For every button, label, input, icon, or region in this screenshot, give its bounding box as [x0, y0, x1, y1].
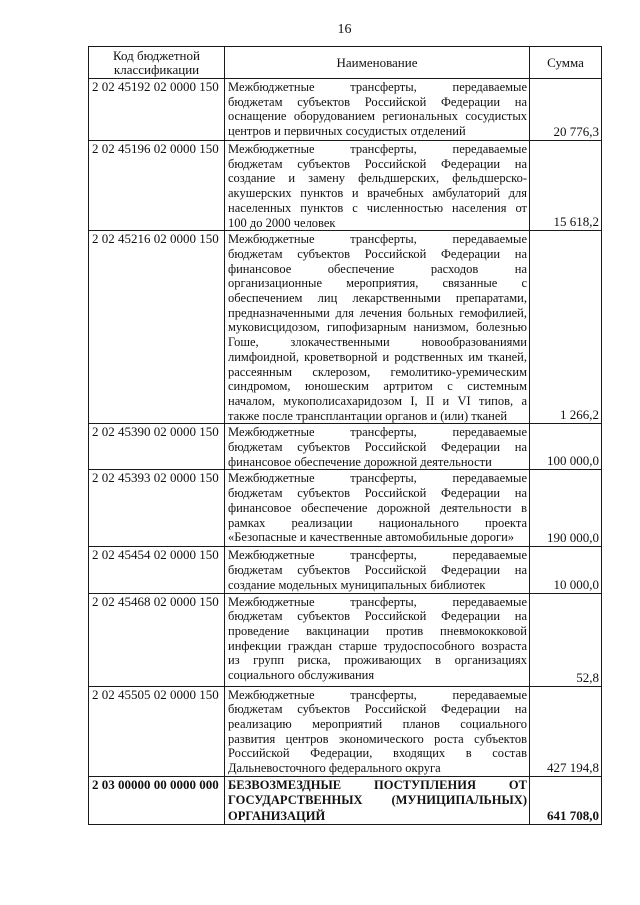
item-name-line: бюджетам субъектов Российской Федерации на	[228, 94, 527, 109]
item-name-line: также после трансплантации органов и (или) тканей	[228, 408, 508, 423]
item-name	[225, 686, 530, 776]
item-name-line: муковисцидозом, гипофизарным нанизмом, болезнью	[228, 320, 527, 335]
item-name-line: БЕЗВОЗМЕЗДНЫЕ ПОСТУПЛЕНИЯ ОТ	[228, 777, 527, 792]
table-row	[89, 686, 602, 776]
item-amount: 1 266,2	[530, 231, 602, 424]
item-name	[225, 547, 530, 593]
item-name-line: проведение вакцинации против пневмококковой	[228, 623, 527, 638]
item-name	[225, 593, 530, 686]
item-name-line: рамках реализации национального проекта	[228, 515, 527, 530]
item-name-line: бюджетам субъектов Российской Федерации на	[228, 246, 527, 261]
item-name	[225, 79, 530, 141]
table-row	[89, 424, 602, 470]
item-name-line: оснащение оборудованием региональных сосудистых	[228, 109, 527, 124]
table-header-row	[89, 47, 602, 79]
item-name-line: социального обслуживания	[228, 668, 375, 683]
budget-code: 2 02 45454 02 0000 150	[89, 547, 225, 593]
item-name-line: бюджетам субъектов Российской Федерации на	[228, 156, 527, 171]
budget-code: 2 02 45216 02 0000 150	[89, 231, 225, 424]
item-name-line: организационные мероприятия, связанные с	[228, 276, 527, 291]
budget-code: 2 02 45393 02 0000 150	[89, 470, 225, 547]
item-name-line: бюджетам субъектов Российской Федерации на	[228, 486, 527, 501]
item-amount: 52,8	[530, 593, 602, 686]
item-name-line: Гоше, злокачественными новообразованиями	[228, 335, 527, 350]
item-name-line: Межбюджетные трансферты, передаваемые	[228, 142, 527, 156]
item-name-line: лимфоидной, кроветворной и родственных им тканей,	[228, 349, 527, 364]
item-name-line: бюджетам субъектов Российской Федерации на	[228, 609, 527, 624]
item-name-line: Межбюджетные трансферты, передаваемые	[228, 80, 527, 94]
table-row	[89, 231, 602, 424]
item-name-line: синдромом, юношеским артритом с системным	[228, 379, 527, 394]
item-name-line: населенных пунктов с численностью населения от	[228, 200, 527, 215]
budget-code: 2 02 45390 02 0000 150	[89, 424, 225, 470]
table-row	[89, 470, 602, 547]
item-name-line: предназначенными для лечения больных гемофилией,	[228, 305, 527, 320]
budget-code: 2 02 45468 02 0000 150	[89, 593, 225, 686]
item-name-line: Межбюджетные трансферты, передаваемые	[228, 548, 527, 563]
item-name-line: реализацию мероприятий планов социального	[228, 716, 527, 731]
item-name-line: акушерских пунктов и врачебных амбулаторий для	[228, 186, 527, 201]
table-row	[89, 141, 602, 231]
item-name-line: Межбюджетные трансферты, передаваемые	[228, 425, 527, 440]
item-name-line: рассеянным склерозом, гемолитико-уремическим	[228, 364, 527, 379]
table-row	[89, 79, 602, 141]
header-code: Код бюджетной классификации	[89, 47, 225, 79]
item-name-line: развития центров экономического роста субъектов	[228, 731, 527, 746]
item-name-line: ГОСУДАРСТВЕННЫХ (МУНИЦИПАЛЬНЫХ)	[228, 793, 527, 808]
item-name-line: финансовое обеспечение дорожной деятельности	[228, 454, 492, 469]
item-amount: 15 618,2	[530, 141, 602, 231]
item-name-line: «Безопасные и качественные автомобильные дороги»	[228, 530, 515, 545]
item-name-line: создание и замену фельдшерских, фельдшерско-	[228, 171, 527, 186]
item-name-line: Межбюджетные трансферты, передаваемые	[228, 594, 527, 609]
item-name	[225, 141, 530, 231]
item-name-line: ОРГАНИЗАЦИЙ	[228, 808, 326, 823]
table-row	[89, 547, 602, 593]
item-amount: 100 000,0	[530, 424, 602, 470]
item-name-line: инфекции граждан старше трудоспособного возраста	[228, 638, 527, 653]
budget-code: 2 02 45505 02 0000 150	[89, 686, 225, 776]
item-name-line: из групп риска, проживающих в организациях	[228, 653, 527, 668]
item-name-line: Межбюджетные трансферты, передаваемые	[228, 232, 527, 247]
item-amount: 427 194,8	[530, 686, 602, 776]
item-name	[225, 231, 530, 424]
item-name-line: обеспечением лиц лекарственными препаратами,	[228, 291, 527, 306]
header-sum: Сумма	[530, 47, 602, 79]
item-name-line: бюджетам субъектов Российской Федерации на	[228, 702, 527, 717]
item-name-line: финансовое обеспечение дорожной деятельности в	[228, 500, 527, 515]
item-name-line: началом, мукополисахаридозом I, II и VI типов, а	[228, 393, 527, 408]
total-row	[89, 776, 602, 825]
item-name-line: Межбюджетные трансферты, передаваемые	[228, 687, 527, 702]
item-name-line: Российской Федерации, входящих в состав	[228, 746, 527, 761]
item-name-line: Межбюджетные трансферты, передаваемые	[228, 471, 527, 486]
item-name-line: создание модельных муниципальных библиотек	[228, 577, 486, 592]
budget-code: 2 02 45192 02 0000 150	[89, 79, 225, 141]
item-name-line: Дальневосточного федерального округа	[228, 761, 441, 776]
item-name-line: бюджетам субъектов Российской Федерации на	[228, 563, 527, 578]
item-name	[225, 424, 530, 470]
item-name	[225, 776, 530, 825]
item-amount: 20 776,3	[530, 79, 602, 141]
budget-code: 2 03 00000 00 0000 000	[89, 776, 225, 825]
budget-code: 2 02 45196 02 0000 150	[89, 141, 225, 231]
page-number: 16	[337, 22, 352, 37]
item-name-line: финансовое обеспечение расходов на	[228, 261, 527, 276]
item-amount: 641 708,0	[530, 776, 602, 825]
item-name-line: бюджетам субъектов Российской Федерации на	[228, 440, 527, 455]
item-name	[225, 470, 530, 547]
table-row	[89, 593, 602, 686]
header-name: Наименование	[225, 47, 530, 79]
item-amount: 190 000,0	[530, 470, 602, 547]
item-name-line: 100 до 2000 человек	[228, 215, 336, 230]
item-name-line: центров и первичных сосудистых отделений	[228, 124, 466, 139]
budget-table	[88, 46, 602, 825]
item-amount: 10 000,0	[530, 547, 602, 593]
